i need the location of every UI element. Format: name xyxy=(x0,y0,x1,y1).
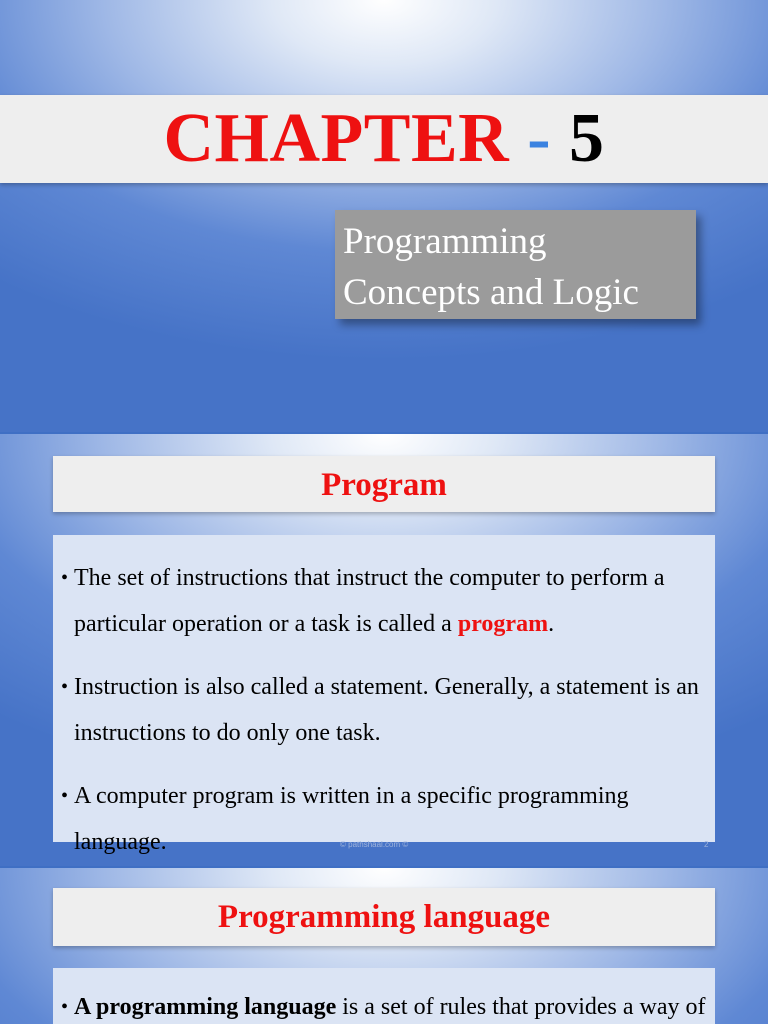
bullet-dot-icon: • xyxy=(61,567,69,589)
programming-language-slide xyxy=(0,868,768,1024)
bullet-emphasis: program xyxy=(457,611,549,637)
chapter-word: CHAPTER xyxy=(163,100,510,177)
chapter-dash: - xyxy=(527,100,552,177)
programming-language-title-bar xyxy=(53,888,715,946)
bullet-text: The set of instructions that instruct the computer to perform a particular operation or a task is called a xyxy=(74,565,665,637)
bullet-text: Instruction is also called a statement. Generally, a statement is an instructions to do only one task. xyxy=(74,674,699,746)
chapter-subtitle-box xyxy=(335,210,696,319)
slide-footer-site: © pathshaal.com © xyxy=(340,840,409,849)
bullet-dot-icon: • xyxy=(61,785,69,807)
chapter-title xyxy=(0,95,768,183)
bullet-item xyxy=(61,773,715,865)
bullet-text-end: . xyxy=(548,611,555,637)
program-slide xyxy=(0,434,768,866)
bullet-item xyxy=(61,984,715,1024)
bullet-dot-icon: • xyxy=(61,996,69,1018)
chapter-title-slide xyxy=(0,0,768,432)
bullet-text: is a set of rules that provides a way of xyxy=(336,994,706,1020)
slide-page-number: 2 xyxy=(704,840,709,849)
bullet-text: A computer program is written in a specific programming language. xyxy=(74,783,629,855)
subtitle-line-2: Concepts and Logic xyxy=(343,272,639,313)
chapter-title-bar xyxy=(0,95,768,183)
program-title: Program xyxy=(321,467,447,503)
subtitle-line-1: Programming xyxy=(343,221,547,262)
bullet-dot-icon: • xyxy=(61,676,69,698)
bullet-item xyxy=(61,555,715,647)
programming-language-title: Programming language xyxy=(217,899,551,935)
bullet-emphasis: A programming language xyxy=(74,994,337,1020)
chapter-number: 5 xyxy=(569,100,605,177)
program-title-bar xyxy=(53,456,715,512)
programming-language-content-box xyxy=(53,968,715,1024)
bullet-item xyxy=(61,664,715,756)
